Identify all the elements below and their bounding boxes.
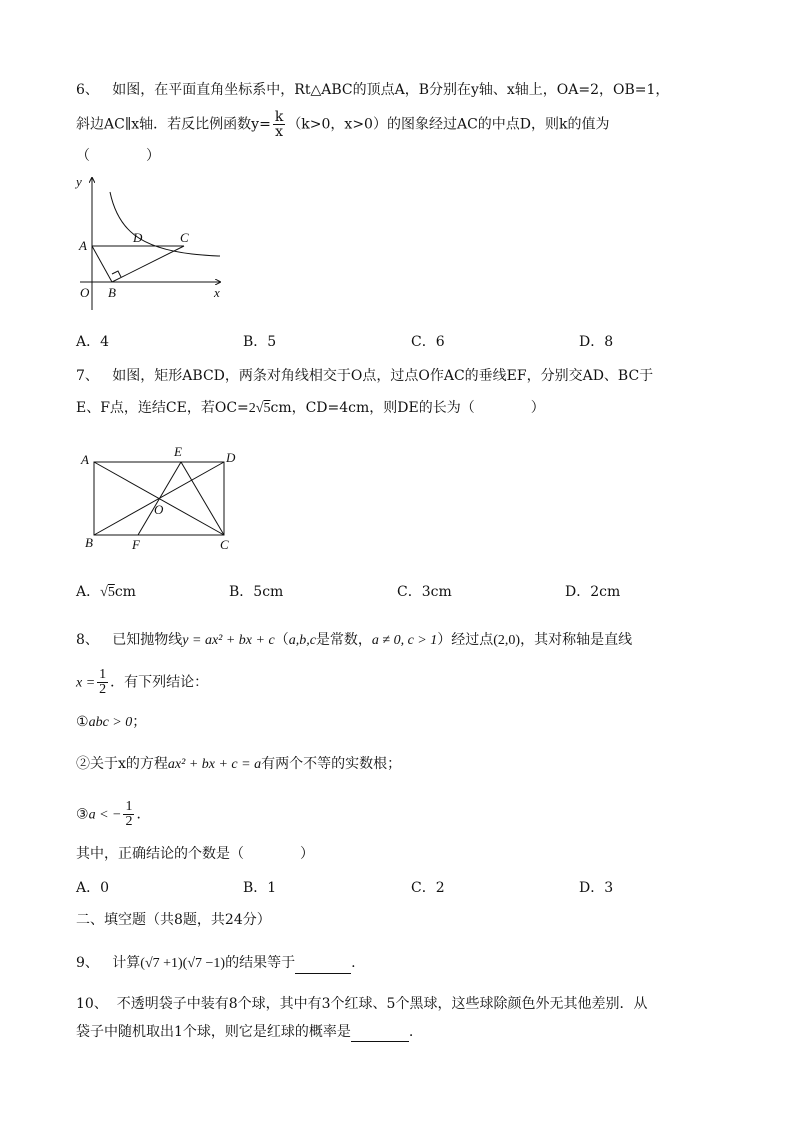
- q8-c1-end: ；: [132, 714, 147, 730]
- q8-text-1e: ，其对称轴是直线: [520, 632, 633, 648]
- q7-label-o: O: [154, 502, 164, 517]
- q6-number: 6、: [76, 82, 99, 98]
- q7-label-e: E: [174, 444, 182, 459]
- q8-question: 其中，正确结论的个数是（ ）: [76, 846, 314, 862]
- q6-frac-num: k: [274, 109, 284, 125]
- q8-axis-den: 2: [99, 682, 107, 697]
- q6-line1: [76, 80, 669, 100]
- q7-option-d[interactable]: D．2cm: [565, 584, 621, 600]
- q8-conclusion-2: [76, 754, 401, 775]
- q6-option-d[interactable]: D．8: [579, 334, 614, 350]
- q8-conclusion-3: [76, 800, 150, 829]
- q8-conclusion-1: [76, 712, 146, 733]
- q6-label-a: A: [79, 238, 87, 253]
- q7-label-c: C: [220, 537, 229, 552]
- q7-option-c[interactable]: C．3cm: [397, 584, 452, 600]
- q9-end: .: [351, 955, 356, 971]
- q8-condition: a ≠ 0, c > 1: [371, 633, 438, 648]
- q7-oc-coef: 2: [248, 401, 256, 416]
- q10-text-1: 不透明袋子中装有8个球，其中有3个红球、5个黑球，这些球除颜色外无其他差别．从: [116, 996, 648, 1012]
- q6-text-2b: （k>0，x>0）的图象经过AC的中点D，则k的值为: [287, 116, 610, 133]
- q10-text-2: 袋子中随机取出1个球，则它是红球的概率是: [76, 1024, 351, 1040]
- q7-option-a-radicand: 5: [107, 585, 115, 600]
- q7-line2: [76, 398, 545, 419]
- q9-text-b: 的结果等于: [225, 955, 296, 971]
- q7-line1: [76, 366, 653, 386]
- q9-line: [76, 953, 356, 974]
- q6-label-o: O: [80, 285, 90, 300]
- q8-c3-den: 2: [125, 814, 133, 829]
- q7-label-f: F: [132, 537, 140, 552]
- q7-option-a-sqrt: √5: [100, 585, 115, 600]
- q8-c2-text-b: 有两个不等的实数根；: [261, 756, 402, 772]
- q8-c3-end: ．: [136, 806, 151, 823]
- q6-label-b: B: [108, 285, 116, 300]
- q8-axis-lhs: x =: [76, 675, 96, 691]
- q7-label-d: D: [226, 450, 236, 465]
- q8-line1: [76, 630, 632, 651]
- q10-answer-blank[interactable]: [351, 1027, 409, 1042]
- q6-label-y: y: [76, 174, 82, 189]
- q6-label-c: C: [180, 230, 189, 245]
- q8-c3-math: a < −: [88, 807, 122, 823]
- q8-c2-math: ax² + bx + c = a: [167, 757, 262, 772]
- q7-label-b: B: [85, 535, 93, 550]
- q7-option-b[interactable]: B．5cm: [229, 584, 284, 600]
- q8-text-1b: （: [274, 632, 289, 648]
- q8-axis-fraction: [97, 668, 108, 697]
- q8-c3-mark: ③: [76, 806, 89, 823]
- q7-figure: [76, 440, 256, 555]
- q7-oc-radicand: 5: [263, 401, 271, 416]
- q7-oc-sqrt: √5: [255, 401, 271, 416]
- q8-option-a[interactable]: A．0: [76, 880, 110, 896]
- q6-line2: [76, 110, 610, 139]
- q6-text-2a: 斜边AC∥x轴．若反比例函数y=: [76, 116, 271, 133]
- q6-option-a[interactable]: A．4: [76, 334, 110, 350]
- q6-label-d: D: [133, 230, 143, 245]
- q6-option-c[interactable]: C．6: [411, 334, 445, 350]
- q8-c2-mark: ②: [76, 756, 90, 772]
- q9-answer-blank[interactable]: [295, 959, 351, 974]
- q8-c1-math: abc > 0: [88, 715, 133, 730]
- q8-equation: y = ax² + bx + c: [182, 633, 275, 648]
- q8-axis-num: 1: [99, 667, 107, 682]
- q8-c2-text-a: 关于x的方程: [90, 756, 168, 772]
- q7-text-2a: E、F点，连结CE，若OC=: [76, 400, 249, 416]
- section-heading: 二、填空题（共8题，共24分）: [76, 912, 271, 928]
- q8-c3-fraction: [123, 800, 134, 829]
- q6-label-x: x: [214, 285, 220, 300]
- q8-text-1a: 已知抛物线: [112, 632, 183, 648]
- q8-text-1d: ）经过点: [437, 632, 494, 648]
- q6-figure: [70, 170, 230, 315]
- q10-end: .: [408, 1024, 414, 1040]
- q10-number: 10、: [76, 996, 108, 1012]
- q6-option-b[interactable]: B．5: [243, 334, 277, 350]
- q6-frac-den: x: [275, 124, 284, 140]
- q7-option-a-letter: A．: [76, 584, 101, 600]
- q7-text-2b: cm，CD=4cm，则DE的长为（ ）: [270, 400, 545, 416]
- q7-number: 7、: [76, 368, 99, 384]
- q7-text-1: 如图，矩形ABCD，两条对角线相交于O点，过点O作AC的垂线EF，分别交AD、BC于: [112, 368, 654, 384]
- q10-line2: [76, 1022, 413, 1042]
- q8-option-c[interactable]: C．2: [411, 880, 445, 896]
- q10-line1: [76, 994, 647, 1014]
- q7-option-a-unit: cm: [114, 584, 136, 600]
- q8-option-b[interactable]: B．1: [243, 880, 277, 896]
- q6-text-1: 如图，在平面直角坐标系中，Rt△ABC的顶点A，B分别在y轴、x轴上，OA=2，OB=1，: [112, 82, 670, 98]
- q9-expression: (√7 +1)(√7 −1): [140, 956, 226, 971]
- q6-fraction: [273, 110, 285, 139]
- q8-option-d[interactable]: D．3: [579, 880, 614, 896]
- q9-text-a: 计算: [112, 955, 141, 971]
- q8-text-2b: ．有下列结论：: [110, 674, 209, 691]
- q8-text-1c: 是常数，: [315, 632, 372, 648]
- q9-number: 9、: [76, 955, 99, 971]
- q6-answer-paren: （ ）: [76, 148, 160, 164]
- q8-c3-num: 1: [125, 799, 133, 814]
- q8-number: 8、: [76, 632, 99, 648]
- q8-c1-mark: ①: [76, 714, 89, 730]
- q8-line2: [76, 668, 208, 697]
- q7-label-a: A: [81, 452, 89, 467]
- q8-point: (2,0): [493, 633, 521, 648]
- q7-option-a[interactable]: [76, 582, 136, 603]
- q8-abc: a,b,c: [288, 633, 316, 648]
